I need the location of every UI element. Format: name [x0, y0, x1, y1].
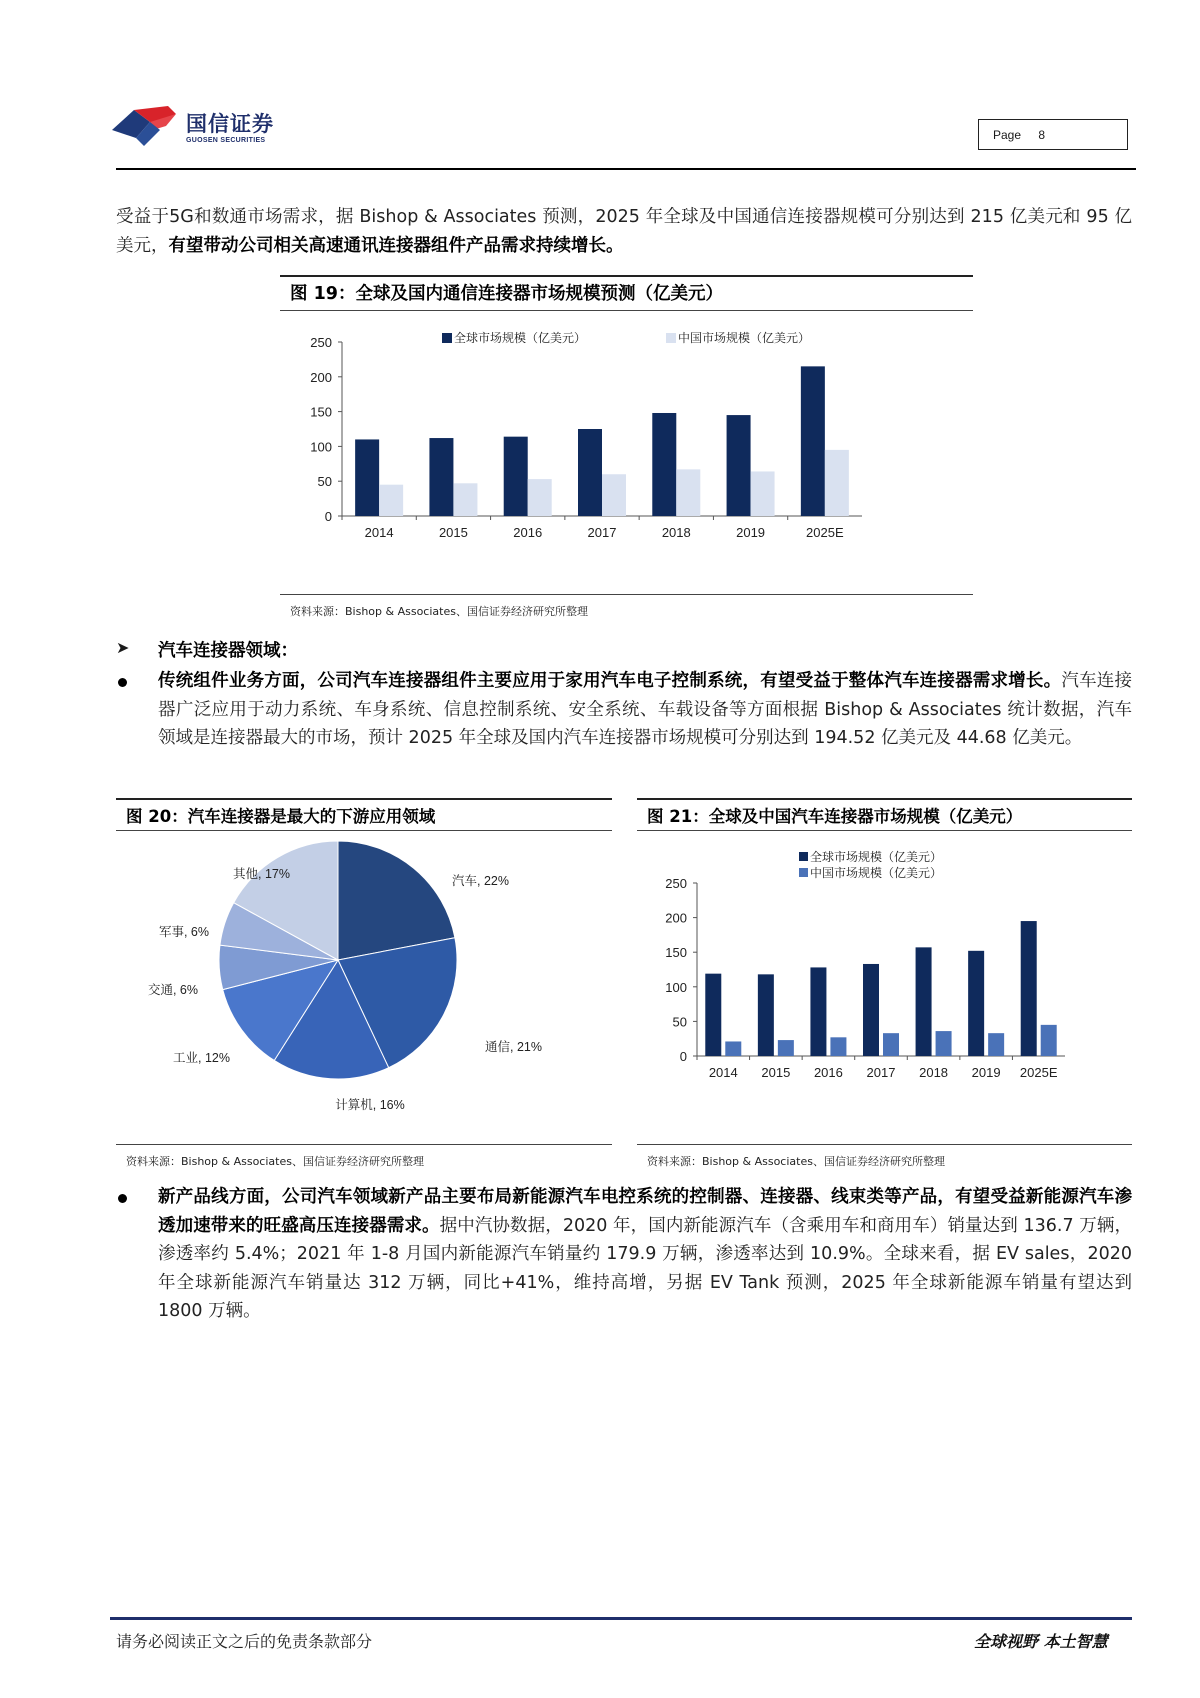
fig21-bar-global — [810, 967, 826, 1056]
fig21-x-tick-label: 2016 — [813, 1065, 843, 1080]
intro-text: 受益于5G和数通市场需求，据 Bishop & Associates 预测，2025 年全球及中国通信连接器规模可分别达到 215 亿美元和 95 亿美元， — [116, 207, 1132, 256]
fig21-legend-china: 中国市场规模（亿美元） — [810, 866, 943, 880]
fig20-slice-label: 工业, 12% — [173, 1051, 230, 1065]
intro-bold: 有望带动公司相关高速通讯连接器组件产品需求持续增长。 — [168, 235, 624, 256]
fig19-bar-china — [825, 450, 849, 516]
fig21-legend-swatch-china — [799, 868, 808, 877]
intro-paragraph — [116, 203, 1132, 260]
fig21-title: 图 21：全球及中国汽车连接器市场规模（亿美元） — [647, 807, 1023, 826]
fig19-top-rule — [280, 275, 973, 277]
fig19-legend-china: 中国市场规模（亿美元） — [678, 331, 811, 345]
fig19-bar-china — [453, 483, 477, 516]
fig19-bar-china — [528, 479, 552, 516]
fig21-bar-china — [936, 1031, 952, 1056]
fig19-y-tick-label: 0 — [324, 509, 332, 524]
fig19-legend-global: 全球市场规模（亿美元） — [454, 331, 587, 345]
fig21-x-tick-label: 2017 — [866, 1065, 896, 1080]
fig21-x-tick-label: 2015 — [761, 1065, 791, 1080]
fig19-x-tick-label: 2017 — [587, 525, 617, 540]
fig20-slice-label: 军事, 6% — [158, 925, 209, 939]
fig20-top-rule — [116, 798, 612, 800]
footer-disclaimer: 请务必阅读正文之后的免责条款部分 — [116, 1632, 373, 1651]
fig21-y-tick-label: 50 — [672, 1014, 687, 1030]
fig19-bar-global — [727, 415, 751, 516]
section-heading: 汽车连接器领域： — [158, 641, 298, 661]
fig20-title-rule — [116, 830, 612, 831]
fig21-bar-china — [1041, 1025, 1057, 1056]
fig20-title: 图 20：汽车连接器是最大的下游应用领域 — [126, 807, 436, 826]
fig21-y-tick-label: 0 — [679, 1049, 687, 1064]
fig19-bar-china — [676, 469, 700, 516]
logo-en-text: GUOSEN SECURITIES — [186, 137, 266, 144]
fig19-x-tick-label: 2016 — [513, 525, 543, 540]
bullet-dot-icon — [118, 678, 127, 687]
fig21-legend-global: 全球市场规模（亿美元） — [810, 850, 943, 864]
page-number: 8 — [1038, 128, 1046, 142]
fig19-bar-global — [355, 439, 379, 516]
fig19-chart — [280, 318, 973, 590]
fig20-slice-label: 通信, 21% — [485, 1040, 542, 1054]
header-divider — [116, 168, 1136, 170]
arrow-bullet-icon: ➤ — [116, 638, 130, 657]
fig21-bar-global — [916, 947, 932, 1056]
fig19-bottom-rule — [280, 594, 973, 595]
bullet2-text: 据中汽协数据，2020 年，国内新能源汽车（含乘用车和商用车）销量达到 136.7 万辆，渗透率约 5.4%；2021 年 1-8 月国内新能源汽车销量约 179.9 万辆，渗透率达到 10.9%。全球来看，据 EV sales，2020 年全球新能源汽车销量达 312 万辆，同比+41%，维持高增，另据 EV Tank 预测，2025 年全球新能源车销量有望达到 1800 万辆。 — [158, 1215, 1132, 1321]
footer-divider — [110, 1617, 1132, 1620]
fig19-bar-china — [602, 474, 626, 516]
fig21-bar-global — [1021, 921, 1037, 1056]
fig19-x-tick-label: 2025E — [806, 525, 844, 540]
bullet2-paragraph — [158, 1183, 1132, 1326]
fig19-bar-global — [801, 366, 825, 516]
page-label: Page — [993, 128, 1022, 142]
fig19-source: 资料来源：Bishop & Associates、国信证券经济研究所整理 — [290, 605, 588, 618]
logo-cn-text: 国信证券 — [186, 112, 274, 136]
fig21-bars — [705, 921, 1056, 1056]
fig21-bar-global — [968, 951, 984, 1056]
fig19-bar-global — [578, 429, 602, 516]
fig20-slice-label: 汽车, 22% — [452, 874, 509, 888]
fig21-bar-china — [883, 1033, 899, 1056]
fig21-y-tick-label: 150 — [665, 945, 687, 961]
fig19-y-tick-label: 200 — [310, 369, 332, 385]
fig21-bottom-rule — [637, 1144, 1132, 1145]
bullet1-bold: 传统组件业务方面，公司汽车连接器组件主要应用于家用汽车电子控制系统，有望受益于整体汽车连接器需求增长。 — [158, 671, 1062, 691]
fig20-slice-label: 交通, 6% — [147, 983, 198, 997]
fig21-bar-china — [830, 1037, 846, 1056]
fig20-bottom-rule — [116, 1144, 612, 1145]
fig21-x-tick-label: 2025E — [1019, 1065, 1058, 1080]
fig21-bar-global — [863, 964, 879, 1056]
fig19-title: 图 19：全球及国内通信连接器市场规模预测（亿美元） — [290, 284, 723, 304]
fig20-slice-label: 计算机, 16% — [335, 1098, 405, 1112]
fig19-y-tick-label: 50 — [317, 474, 332, 490]
fig21-x-tick-label: 2018 — [919, 1065, 949, 1080]
fig21-top-rule — [637, 798, 1132, 800]
fig20-chart — [116, 836, 612, 1136]
fig21-y-tick-label: 200 — [665, 910, 687, 926]
fig21-y-tick-label: 250 — [665, 876, 687, 891]
fig21-title-rule — [637, 830, 1132, 831]
fig21-bar-global — [758, 974, 774, 1056]
company-logo — [110, 104, 310, 154]
fig19-x-tick-label: 2018 — [661, 525, 691, 540]
bullet1-text: 汽车连接器广泛应用于动力系统、车身系统、信息控制系统、安全系统、车载设备等方面根据 Bishop & Associates 统计数据，汽车领域是连接器最大的市场，预计 2025 年全球及国内汽车连接器市场规模可分别达到 194.52 亿美元及 44.68 亿美元。 — [158, 671, 1132, 748]
fig19-bars — [355, 366, 849, 516]
fig21-bar-china — [778, 1040, 794, 1056]
fig21-bar-china — [725, 1041, 741, 1056]
fig21-x-tick-label: 2019 — [971, 1065, 1001, 1080]
page-indicator — [978, 119, 1128, 150]
fig19-x-tick-label: 2019 — [736, 525, 766, 540]
fig21-y-tick-label: 100 — [665, 979, 687, 995]
logo-icon — [110, 104, 184, 148]
fig20-source: 资料来源：Bishop & Associates、国信证券经济研究所整理 — [126, 1155, 424, 1168]
fig19-title-rule — [280, 310, 973, 311]
fig19-bar-china — [379, 485, 403, 516]
fig21-legend — [799, 849, 942, 880]
fig21-source: 资料来源：Bishop & Associates、国信证券经济研究所整理 — [647, 1155, 945, 1168]
footer-slogan: 全球视野 本土智慧 — [974, 1632, 1108, 1651]
fig19-bar-china — [751, 471, 775, 516]
fig21-x-tick-label: 2014 — [708, 1065, 738, 1080]
fig19-bar-global — [652, 413, 676, 516]
fig19-legend — [442, 330, 810, 345]
bullet-dot-icon — [118, 1194, 127, 1203]
fig19-legend-swatch-china — [666, 333, 676, 343]
fig19-bar-global — [504, 437, 528, 516]
fig21-bar-china — [988, 1033, 1004, 1056]
fig19-y-tick-label: 250 — [310, 335, 332, 350]
fig20-slice-label: 其他, 17% — [233, 867, 290, 881]
fig19-bar-global — [429, 438, 453, 516]
fig19-legend-swatch-global — [442, 333, 452, 343]
fig19-x-tick-label: 2014 — [364, 525, 394, 540]
fig21-bar-global — [705, 974, 721, 1056]
fig19-x-tick-label: 2015 — [438, 525, 468, 540]
fig21-chart — [637, 836, 1132, 1136]
bullet2-bold: 新产品线方面，公司汽车领域新产品主要布局新能源汽车电控系统的控制器、连接器、线束类等产品，有望受益新能源汽车渗透加速带来的旺盛高压连接器需求。 — [158, 1187, 1132, 1236]
fig19-y-tick-label: 100 — [310, 439, 332, 455]
bullet1-paragraph — [158, 667, 1132, 753]
fig19-y-tick-label: 150 — [310, 404, 332, 420]
fig21-legend-swatch-global — [799, 852, 808, 861]
